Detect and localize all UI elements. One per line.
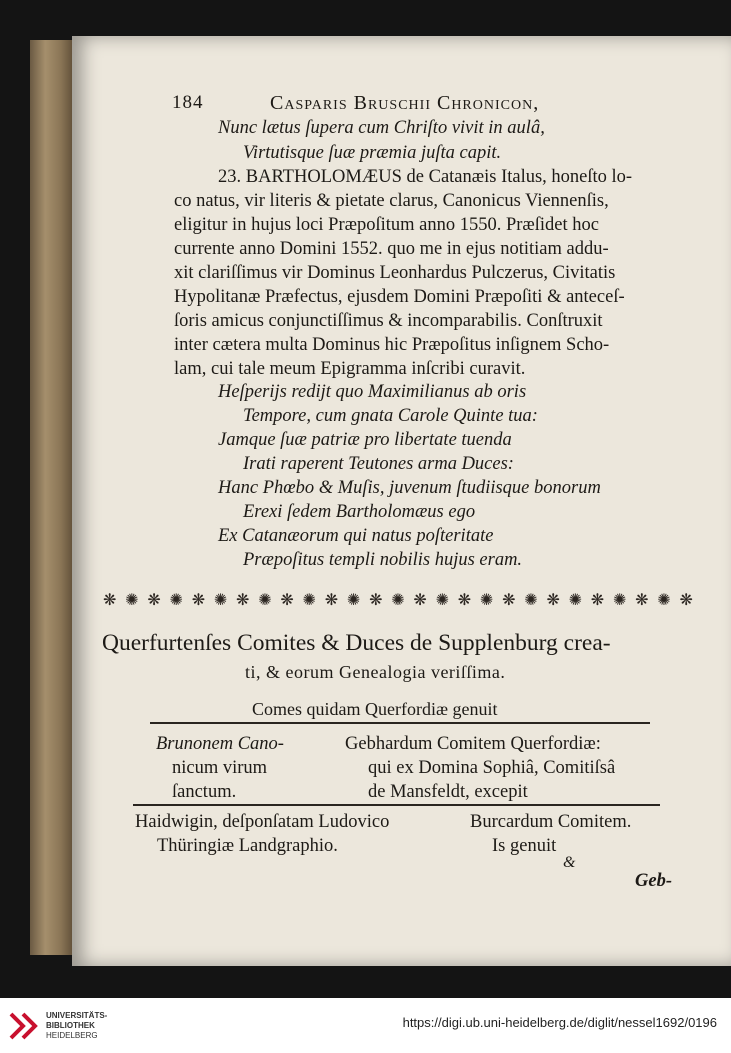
genealogy-right-line: qui ex Domina Sophiâ, Comitiſsâ bbox=[368, 758, 616, 778]
verse-line: Virtutisque ſuæ præmia juſta capit. bbox=[243, 143, 502, 163]
paragraph-line: lam, cui tale meum Epigramma inſcribi curavit. bbox=[174, 359, 526, 379]
paragraph-line: ſoris amicus conjunctiſſimus & incomparabilis. Conſtruxit bbox=[174, 311, 603, 331]
library-name-line: HEIDELBERG bbox=[46, 1031, 98, 1040]
genealogy-right-line: de Mansfeldt, excepit bbox=[368, 782, 528, 802]
epigram-line: Erexi ſedem Bartholomæus ego bbox=[243, 502, 476, 522]
paragraph-line: xit clariſſimus vir Dominus Leonhardus Pulczerus, Civitatis bbox=[174, 263, 616, 283]
genealogy-root: Comes quidam Querfordiæ genuit bbox=[252, 699, 498, 719]
genealogy-left-line bbox=[156, 734, 284, 755]
genealogy-child-left-line: Haidwigin, deſponſatam Ludovico bbox=[135, 812, 390, 832]
paragraph-line: eligitur in hujus loci Præpoſitum anno 1550. Præſidet hoc bbox=[174, 215, 599, 235]
paragraph-line: co natus, vir literis & pietate clarus, Canonicus Viennenſis, bbox=[174, 191, 609, 211]
paragraph-line: currente anno Domini 1552. quo me in ejus notitiam addu- bbox=[174, 239, 609, 259]
genealogy-right-line: Gebhardum Comitem Querfordiæ: bbox=[345, 734, 601, 754]
viewer-footer bbox=[0, 998, 731, 1053]
verse-line: Nunc lætus ſupera cum Chriſto vivit in aulâ, bbox=[218, 118, 545, 138]
genealogy-left-line: ſanctum. bbox=[172, 782, 237, 802]
permalink-url[interactable]: https://digi.ub.uni-heidelberg.de/diglit/nessel1692/0196 bbox=[402, 1015, 717, 1030]
genealogy-child-left-line: Thüringiæ Landgraphio. bbox=[157, 836, 338, 856]
epigram-line: Heſperijs redijt quo Maximilianus ab oris bbox=[218, 382, 527, 402]
library-logo-icon bbox=[8, 1010, 38, 1042]
library-name-line: UNIVERSITÄTS- bbox=[46, 1011, 108, 1020]
epigram-line: Tempore, cum gnata Carole Quinte tua: bbox=[243, 406, 538, 426]
library-name-line: BIBLIOTHEK bbox=[46, 1021, 95, 1030]
decorative-ornament-band: ❋ ✺ ❋ ✺ ❋ ✺ ❋ ✺ ❋ ✺ ❋ ✺ ❋ ✺ ❋ ✺ ❋ ✺ ❋ ✺ ❋ ✺ ❋ ✺ ❋ ✺ ❋ bbox=[103, 589, 693, 609]
epigram-line: Ex Catanæorum qui natus poſteritate bbox=[218, 526, 494, 546]
page-number: 184 bbox=[172, 92, 204, 113]
section-title-line: Querfurtenſes Comites & Duces de Supplenburg crea- bbox=[102, 630, 611, 656]
paragraph-line: inter cætera multa Dominus hic Præpoſitus inſignem Scho- bbox=[174, 335, 610, 355]
epigram-line: Præpoſitus templi nobilis hujus eram. bbox=[243, 550, 523, 570]
library-name bbox=[46, 1011, 107, 1041]
catchword: Geb- bbox=[635, 871, 672, 891]
ampersand-glyph: & bbox=[563, 854, 576, 871]
genealogy-child-right-line: Is genuit bbox=[492, 836, 557, 856]
epigram-line: Jamque ſuæ patriæ pro libertate tuenda bbox=[218, 430, 512, 450]
epigram-line: Irati raperent Teutones arma Duces: bbox=[243, 454, 514, 474]
genealogy-left-line: nicum virum bbox=[172, 758, 268, 778]
genealogy-child-right-line: Burcardum Comitem. bbox=[470, 812, 632, 832]
paragraph-line: Hypolitanæ Præfectus, ejusdem Domini Præpoſiti & anteceſ- bbox=[174, 287, 625, 307]
epigram-line: Hanc Phœbo & Muſis, juvenum ſtudiisque bonorum bbox=[218, 478, 601, 498]
genealogy-bracket bbox=[133, 804, 660, 806]
genealogy-bracket bbox=[150, 722, 650, 724]
book-page-edges bbox=[30, 40, 74, 955]
genealogy-left-line-text: Brunonem Cano- bbox=[156, 734, 284, 754]
paragraph-line: 23. BARTHOLOMÆUS de Catanæis Italus, honeſto lo- bbox=[218, 167, 633, 187]
section-title-line: ti, & eorum Genealogia veriſſima. bbox=[245, 662, 506, 682]
running-title: Casparis Bruschii Chronicon, bbox=[270, 92, 540, 114]
